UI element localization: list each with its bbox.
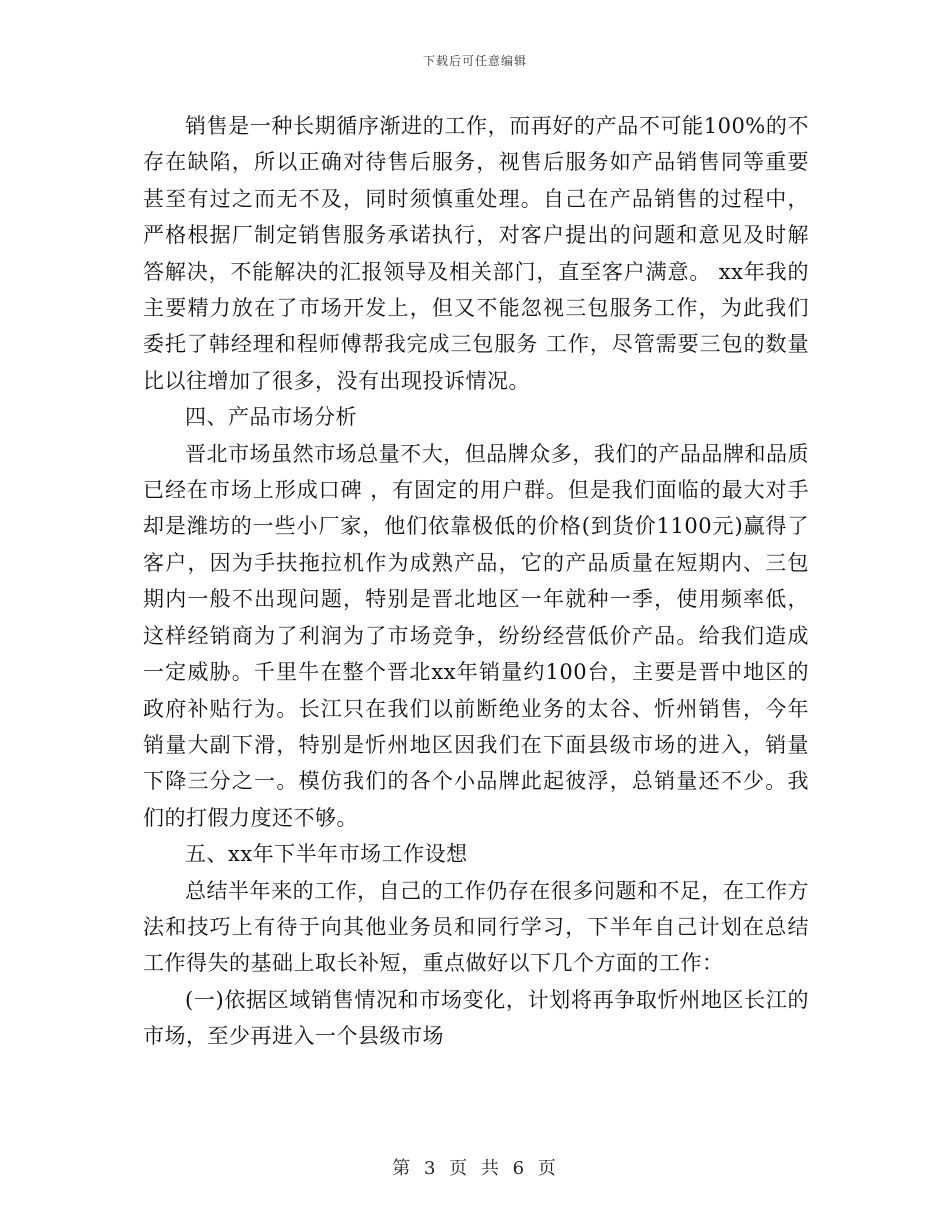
document-body [143, 108, 809, 1055]
paragraph-market-analysis: 晋北市场虽然市场总量不大，但品牌众多，我们的产品品牌和品质已经在市场上形成口碑 ，有固定的用户群。但是我们面临的最大对手却是潍坊的一些小厂家，他们依靠极低的价格(到货价1100元)赢得了客户，因为手扶拖拉机作为成熟产品，它的产品质量在短期内、三包期内一般不出现问题，特别是晋北地区一年就种一季，使用频率低，这样经销商为了利润为了市场竞争，纷纷经营低价产品。给我们造成一定威胁。千里牛在整个晋北xx年销量约100台，主要是晋中地区的政府补贴行为。长江只在我们以前断绝业务的太谷、忻州销售，今年销量大副下滑，特别是忻州地区因我们在下面县级市场的进入，销量下降三分之一。模仿我们的各个小品牌此起彼浮，总销量还不少。我们的打假力度还不够。 [143, 441, 809, 830]
paragraph-summary: 总结半年来的工作，自己的工作仍存在很多问题和不足，在工作方法和技巧上有待于向其他业务员和同行学习，下半年自己计划在总结工作得失的基础上取长补短，重点做好以下几个方面的工作： [143, 878, 809, 976]
page-number: 第 3 页 共 6 页 [392, 1158, 558, 1179]
section-heading-market-analysis: 四、产品市场分析 [185, 405, 357, 430]
paragraph-plan-item-1: (一)依据区域销售情况和市场变化，计划将再争取忻州地区长江的市场，至少再进入一个县级市场 [143, 987, 809, 1049]
section-heading-h2-plan: 五、xx年下半年市场工作设想 [185, 842, 468, 867]
header-note: 下载后可任意编辑 [422, 54, 527, 68]
paragraph-after-sales: 销售是一种长期循序渐进的工作，而再好的产品不可能100%的不存在缺陷，所以正确对待售后服务，视售后服务如产品销售同等重要甚至有过之而无不及，同时须慎重处理。自己在产品销售的过程中，严格根据厂制定销售服务承诺执行，对客户提出的问题和意见及时解答解决，不能解决的汇报领导及相关部门，直至客户满意。 xx年我的主要精力放在了市场开发上，但又不能忽视三包服务工作，为此我们委托了韩经理和程师傅帮我完成三包服务 工作，尽管需要三包的数量比以往增加了很多，没有出现投诉情况。 [143, 114, 809, 393]
